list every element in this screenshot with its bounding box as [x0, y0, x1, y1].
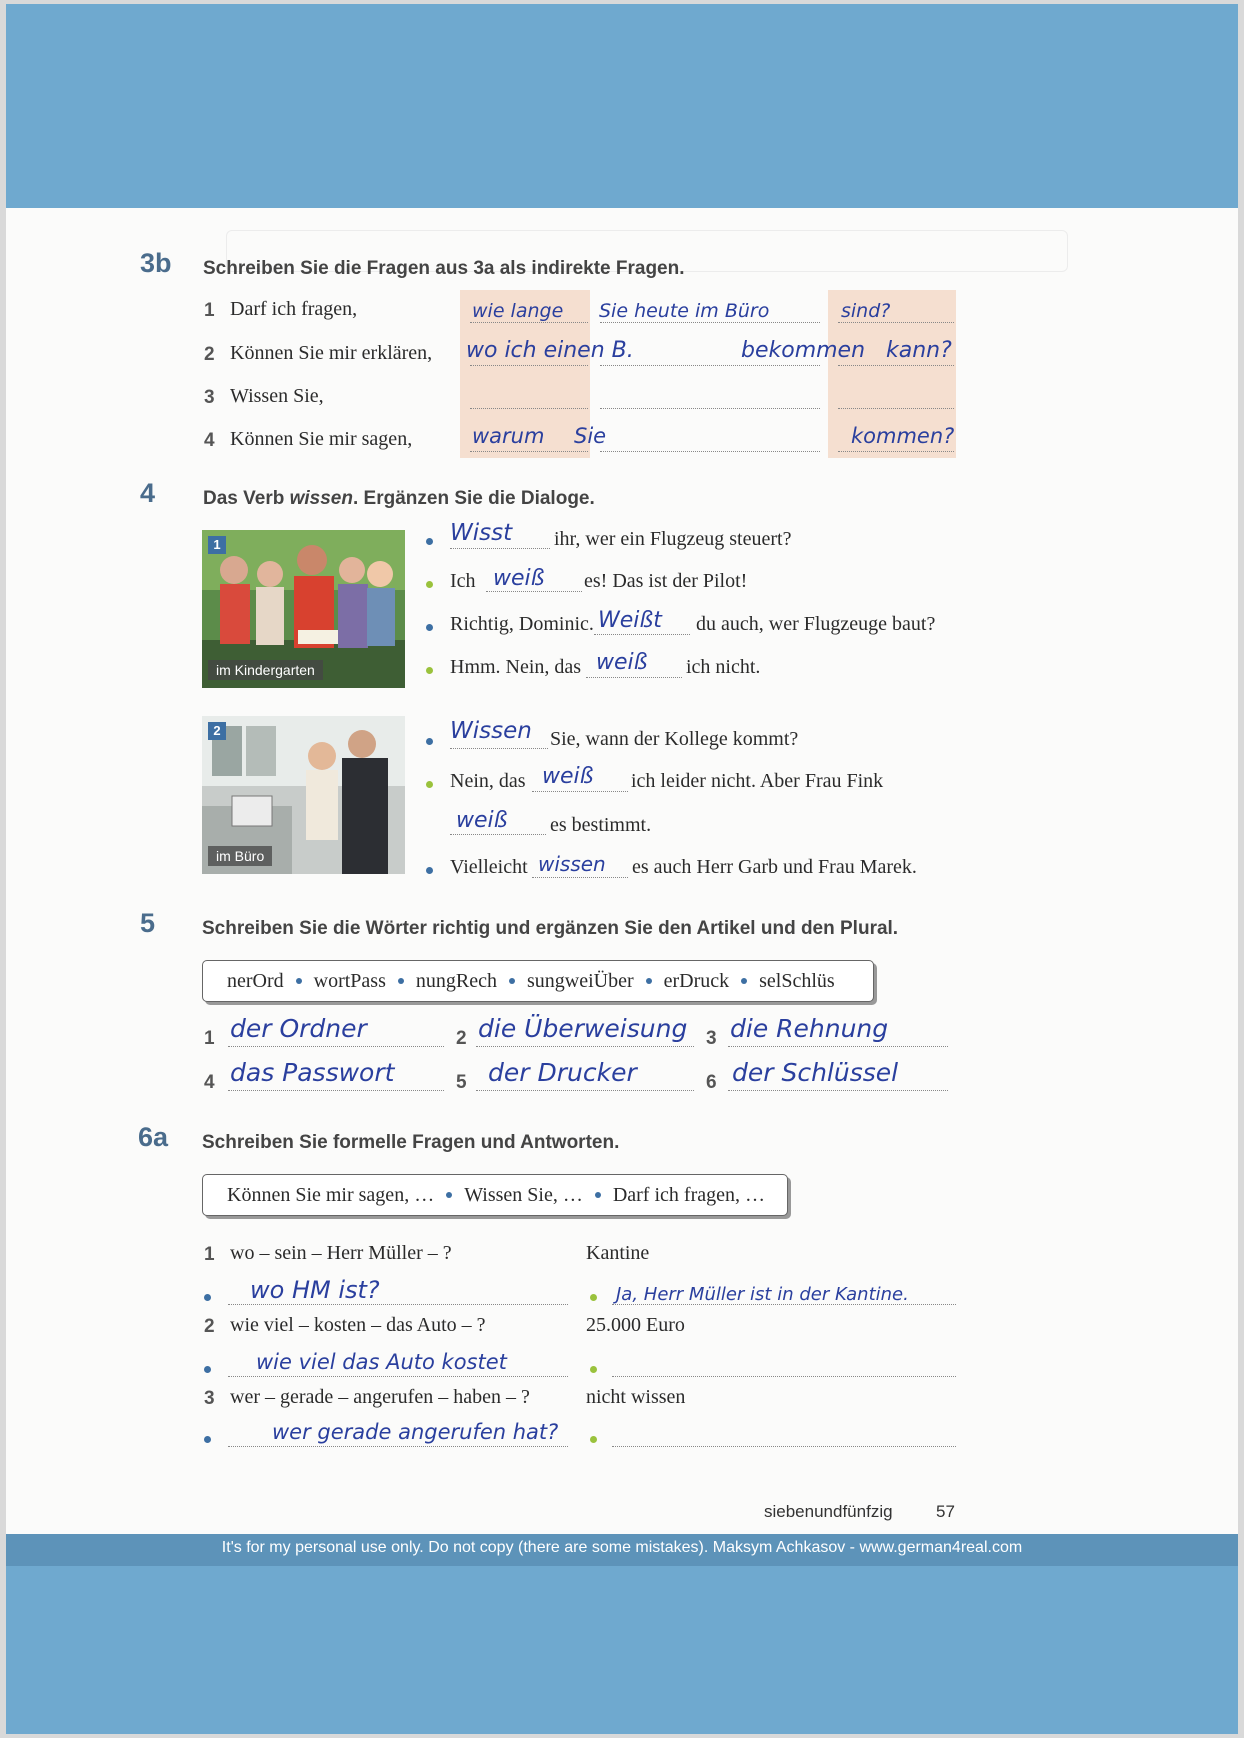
phrase: Können Sie mir sagen, …	[227, 1183, 435, 1206]
dialogue-text: Richtig, Dominic.	[450, 613, 594, 635]
answer-line	[486, 591, 582, 592]
answer-line	[838, 408, 954, 409]
scrambled-word: sungweiÜber	[526, 969, 634, 992]
answer-line	[228, 1376, 568, 1377]
handwritten-answer: weiß	[596, 650, 648, 675]
handwritten-answer: kommen?	[851, 424, 955, 448]
answer-line	[450, 548, 550, 549]
scrambled-word: selSchlüs	[759, 969, 835, 992]
answer-line	[228, 1090, 444, 1091]
speaker-bullet	[426, 538, 433, 545]
handwritten-answer: weiß	[542, 764, 594, 789]
exercise-title-3b: Schreiben Sie die Fragen aus 3a als indirekte Fragen.	[203, 258, 685, 279]
handwritten-answer: Wissen	[450, 718, 532, 744]
office-photo	[202, 716, 405, 874]
dialogue-text: es bestimmt.	[550, 814, 652, 836]
word-box-scrambled	[202, 960, 874, 1002]
handwritten-question: wo HM ist?	[250, 1276, 380, 1304]
phrase: Darf ich fragen, …	[612, 1183, 765, 1206]
question-stem: Darf ich fragen,	[230, 298, 358, 320]
answer-line	[228, 1446, 568, 1447]
answer-bullet	[590, 1436, 597, 1443]
answer-hint: nicht wissen	[586, 1386, 686, 1408]
separator-dot	[741, 978, 747, 984]
handwritten-answer: der Ordner	[230, 1014, 367, 1043]
item-number: 2	[456, 1028, 467, 1049]
answer-line	[838, 451, 954, 452]
dialogue-text: ich nicht.	[686, 656, 761, 678]
item-number: 2	[204, 344, 215, 365]
page-number-words: siebenundfünfzig	[764, 1502, 893, 1521]
separator-dot	[509, 978, 515, 984]
answer-hint: Kantine	[586, 1242, 650, 1264]
item-number: 1	[204, 1028, 215, 1049]
question-stem: Wissen Sie,	[230, 385, 324, 407]
photo-caption-office: im Büro	[208, 846, 272, 866]
speaker-bullet	[426, 624, 433, 631]
handwritten-question: wie viel das Auto kostet	[256, 1350, 507, 1374]
item-number: 1	[204, 1244, 215, 1265]
exercise-title-5: Schreiben Sie die Wörter richtig und ergänzen Sie den Artikel und den Plural.	[202, 918, 899, 939]
answer-line	[600, 365, 820, 366]
item-number: 4	[204, 1072, 215, 1093]
dialogue-text: es auch Herr Garb und Frau Marek.	[632, 856, 917, 878]
answer-line	[532, 877, 628, 878]
separator-dot	[296, 978, 302, 984]
item-number: 3	[706, 1028, 717, 1049]
exercise-title-6a: Schreiben Sie formelle Fragen und Antworten.	[202, 1132, 620, 1153]
speaker-bullet	[426, 667, 433, 674]
handwritten-answer: bekommen	[741, 338, 866, 363]
scrambled-word: wortPass	[313, 969, 386, 992]
question-stem: Können Sie mir sagen,	[230, 428, 413, 450]
scrambled-word: nungRech	[415, 969, 497, 992]
question-bullet	[204, 1294, 211, 1301]
answer-line	[594, 634, 690, 635]
phrase-box	[202, 1174, 788, 1216]
handwritten-answer: sind?	[841, 300, 891, 322]
handwritten-answer: warum	[472, 424, 545, 448]
handwritten-answer: weiß	[493, 566, 545, 591]
separator-dot	[595, 1192, 601, 1198]
speaker-bullet	[426, 581, 433, 588]
answer-line	[532, 791, 628, 792]
handwritten-answer: Sie	[574, 424, 607, 448]
answer-line	[838, 322, 954, 323]
watermark-note: It's for my personal use only. Do not copy (there are some mistakes). Maksym Achkasov - www.german4real.com	[221, 1539, 1023, 1556]
answer-line	[612, 1376, 956, 1377]
answer-line	[728, 1046, 948, 1047]
exercise-title-4: Das Verb wissen. Ergänzen Sie die Dialoge.	[203, 488, 595, 509]
answer-hint: 25.000 Euro	[586, 1314, 685, 1336]
answer-line	[476, 1046, 694, 1047]
prompt-words: wie viel – kosten – das Auto – ?	[230, 1314, 486, 1336]
handwritten-answer: der Schlüssel	[732, 1058, 899, 1087]
answer-line	[470, 408, 588, 409]
answer-line	[228, 1046, 444, 1047]
answer-line	[476, 1090, 694, 1091]
handwritten-answer: Weißt	[598, 608, 662, 633]
dialogue-text: Sie, wann der Kollege kommt?	[550, 728, 799, 750]
prompt-words: wo – sein – Herr Müller – ?	[230, 1242, 452, 1264]
answer-bullet	[590, 1366, 597, 1373]
item-number: 3	[204, 387, 215, 408]
answer-line	[838, 365, 954, 366]
dialogue-text: du auch, wer Flugzeuge baut?	[696, 613, 936, 635]
handwritten-answer: das Passwort	[230, 1058, 395, 1087]
exercise-number-4: 4	[140, 478, 156, 508]
handwritten-answer: wo ich einen B.	[466, 338, 634, 363]
separator-dot	[398, 978, 404, 984]
scrambled-word: nerOrd	[227, 969, 284, 992]
item-number: 3	[204, 1388, 215, 1409]
question-stem: Können Sie mir erklären,	[230, 342, 433, 364]
speaker-bullet	[426, 738, 433, 745]
dialogue-text: Nein, das	[450, 770, 526, 792]
answer-line	[450, 748, 548, 749]
handwritten-answer: Sie heute im Büro	[599, 300, 770, 322]
item-number: 1	[204, 300, 215, 321]
answer-line	[600, 322, 820, 323]
dialogue-text: ihr, wer ein Flugzeug steuert?	[554, 528, 792, 550]
answer-line	[612, 1446, 956, 1447]
photo-number-2: 2	[208, 722, 226, 740]
dialogue-text: Ich	[450, 570, 476, 592]
answer-line	[586, 677, 682, 678]
item-number: 6	[706, 1072, 717, 1093]
item-number: 4	[204, 430, 215, 451]
handwritten-answer: kann?	[886, 338, 952, 363]
photo-number-1: 1	[208, 536, 226, 554]
kindergarten-photo	[202, 530, 405, 688]
handwritten-answer: wie lange	[472, 300, 564, 322]
answer-line	[450, 834, 546, 835]
handwritten-answer: die Rehnung	[730, 1014, 889, 1043]
handwritten-question: wer gerade angerufen hat?	[272, 1420, 559, 1444]
exercise-number-5: 5	[140, 908, 156, 938]
photo-caption-kindergarten: im Kindergarten	[208, 660, 323, 680]
dialogue-text: es! Das ist der Pilot!	[584, 570, 748, 592]
answer-line	[470, 365, 588, 366]
answer-line	[728, 1090, 948, 1091]
answer-line	[470, 322, 588, 323]
scrambled-word: erDruck	[663, 969, 730, 992]
handwritten-answer: der Drucker	[488, 1058, 637, 1087]
handwritten-answer: die Überweisung	[478, 1014, 688, 1043]
separator-dot	[446, 1192, 452, 1198]
handwritten-answer: Ja, Herr Müller ist in der Kantine.	[616, 1284, 909, 1305]
speaker-bullet	[426, 867, 433, 874]
item-number: 2	[204, 1316, 215, 1337]
phrase: Wissen Sie, …	[464, 1183, 583, 1206]
handwritten-answer: wissen	[538, 852, 606, 876]
dialogue-text: Hmm. Nein, das	[450, 656, 582, 678]
answer-line	[612, 1304, 956, 1305]
answer-bullet	[590, 1294, 597, 1301]
speaker-bullet	[426, 781, 433, 788]
exercise-number-3b: 3b	[140, 248, 172, 278]
page-number: 57	[936, 1502, 955, 1521]
question-bullet	[204, 1436, 211, 1443]
workbook-page	[6, 4, 1238, 1734]
dialogue-text: Vielleicht	[450, 856, 528, 878]
top-color-band	[6, 4, 1238, 208]
handwritten-answer: weiß	[456, 808, 508, 833]
dialogue-text: ich leider nicht. Aber Frau Fink	[631, 770, 884, 792]
question-bullet	[204, 1366, 211, 1373]
handwritten-answer: Wisst	[450, 520, 513, 546]
answer-line	[470, 451, 588, 452]
answer-line	[600, 451, 820, 452]
item-number: 5	[456, 1072, 467, 1093]
answer-line	[228, 1304, 568, 1305]
prompt-words: wer – gerade – angerufen – haben – ?	[230, 1386, 530, 1408]
exercise-number-6a: 6a	[138, 1122, 169, 1152]
separator-dot	[646, 978, 652, 984]
bottom-color-band	[6, 1534, 1238, 1734]
answer-line	[600, 408, 820, 409]
